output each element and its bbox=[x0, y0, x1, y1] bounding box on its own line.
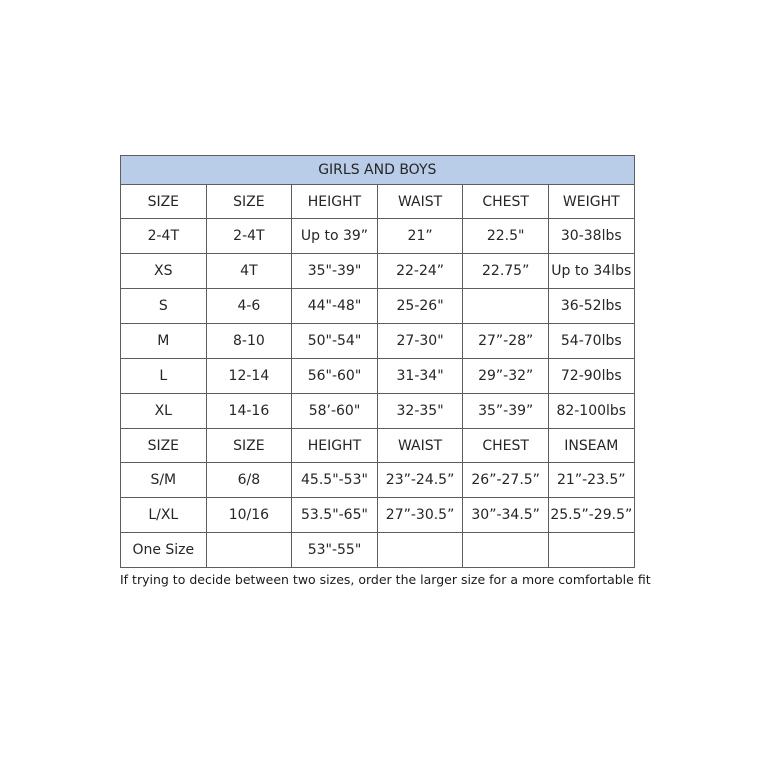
table-cell: Up to 39” bbox=[292, 219, 378, 254]
table-cell: 2-4T bbox=[206, 219, 292, 254]
column-header: SIZE bbox=[206, 429, 292, 463]
table-cell bbox=[377, 533, 463, 568]
table-cell: 22.5" bbox=[463, 219, 549, 254]
table-cell: 14-16 bbox=[206, 394, 292, 429]
column-header: CHEST bbox=[463, 185, 549, 219]
table-cell: 21” bbox=[377, 219, 463, 254]
table-cell: 27”-28” bbox=[463, 324, 549, 359]
table-cell: 25.5”-29.5” bbox=[548, 498, 634, 533]
table-cell: 44"-48" bbox=[292, 289, 378, 324]
table-row bbox=[121, 219, 635, 254]
column-header: CHEST bbox=[463, 429, 549, 463]
table-cell: 36-52lbs bbox=[548, 289, 634, 324]
table-cell: L bbox=[121, 359, 207, 394]
table-cell: 50"-54" bbox=[292, 324, 378, 359]
table-cell: 4T bbox=[206, 254, 292, 289]
table-cell: 54-70lbs bbox=[548, 324, 634, 359]
table-cell: 25-26" bbox=[377, 289, 463, 324]
table-cell: S/M bbox=[121, 463, 207, 498]
column-header: SIZE bbox=[121, 185, 207, 219]
table-row bbox=[121, 463, 635, 498]
table-cell: 21”-23.5” bbox=[548, 463, 634, 498]
table-cell: 10/16 bbox=[206, 498, 292, 533]
table-row bbox=[121, 324, 635, 359]
table-cell: 31-34" bbox=[377, 359, 463, 394]
header-row bbox=[121, 429, 635, 463]
column-header: SIZE bbox=[206, 185, 292, 219]
table-cell: 72-90lbs bbox=[548, 359, 634, 394]
column-header: WEIGHT bbox=[548, 185, 634, 219]
table-cell: 22.75” bbox=[463, 254, 549, 289]
table-cell: 27”-30.5” bbox=[377, 498, 463, 533]
column-header: INSEAM bbox=[548, 429, 634, 463]
table-cell: M bbox=[121, 324, 207, 359]
table-title: GIRLS AND BOYS bbox=[121, 156, 635, 185]
table-cell: 30”-34.5” bbox=[463, 498, 549, 533]
table-cell: 56"-60" bbox=[292, 359, 378, 394]
table-cell bbox=[548, 533, 634, 568]
table-row bbox=[121, 359, 635, 394]
table-cell: 8-10 bbox=[206, 324, 292, 359]
table-cell: 53"-55" bbox=[292, 533, 378, 568]
table-cell: One Size bbox=[121, 533, 207, 568]
table-cell: 6/8 bbox=[206, 463, 292, 498]
column-header: WAIST bbox=[377, 429, 463, 463]
table-cell: 82-100lbs bbox=[548, 394, 634, 429]
table-row bbox=[121, 533, 635, 568]
table-row bbox=[121, 498, 635, 533]
table-cell: 32-35" bbox=[377, 394, 463, 429]
table-cell: Up to 34lbs bbox=[548, 254, 634, 289]
table-cell: 45.5"-53" bbox=[292, 463, 378, 498]
column-header: WAIST bbox=[377, 185, 463, 219]
table-cell bbox=[463, 289, 549, 324]
table-row bbox=[121, 394, 635, 429]
table-cell: 26”-27.5” bbox=[463, 463, 549, 498]
column-header: HEIGHT bbox=[292, 185, 378, 219]
table-cell: 12-14 bbox=[206, 359, 292, 394]
column-header: SIZE bbox=[121, 429, 207, 463]
table-cell: 2-4T bbox=[121, 219, 207, 254]
table-row bbox=[121, 289, 635, 324]
table-cell: S bbox=[121, 289, 207, 324]
table-cell bbox=[206, 533, 292, 568]
table-cell: 22-24” bbox=[377, 254, 463, 289]
size-table bbox=[120, 155, 635, 568]
table-cell: 29”-32” bbox=[463, 359, 549, 394]
table-cell: XL bbox=[121, 394, 207, 429]
table-row bbox=[121, 254, 635, 289]
table-cell: 35”-39” bbox=[463, 394, 549, 429]
table-cell: 4-6 bbox=[206, 289, 292, 324]
footnote: If trying to decide between two sizes, order the larger size for a more comfortable fit bbox=[120, 572, 651, 587]
size-chart bbox=[120, 155, 634, 568]
table-cell: 30-38lbs bbox=[548, 219, 634, 254]
column-header: HEIGHT bbox=[292, 429, 378, 463]
table-cell: L/XL bbox=[121, 498, 207, 533]
table-cell: 23”-24.5” bbox=[377, 463, 463, 498]
table-title-row bbox=[121, 156, 635, 185]
table-cell bbox=[463, 533, 549, 568]
table-cell: 53.5"-65" bbox=[292, 498, 378, 533]
table-cell: 58’-60" bbox=[292, 394, 378, 429]
table-cell: 27-30" bbox=[377, 324, 463, 359]
header-row bbox=[121, 185, 635, 219]
table-cell: 35"-39" bbox=[292, 254, 378, 289]
table-cell: XS bbox=[121, 254, 207, 289]
